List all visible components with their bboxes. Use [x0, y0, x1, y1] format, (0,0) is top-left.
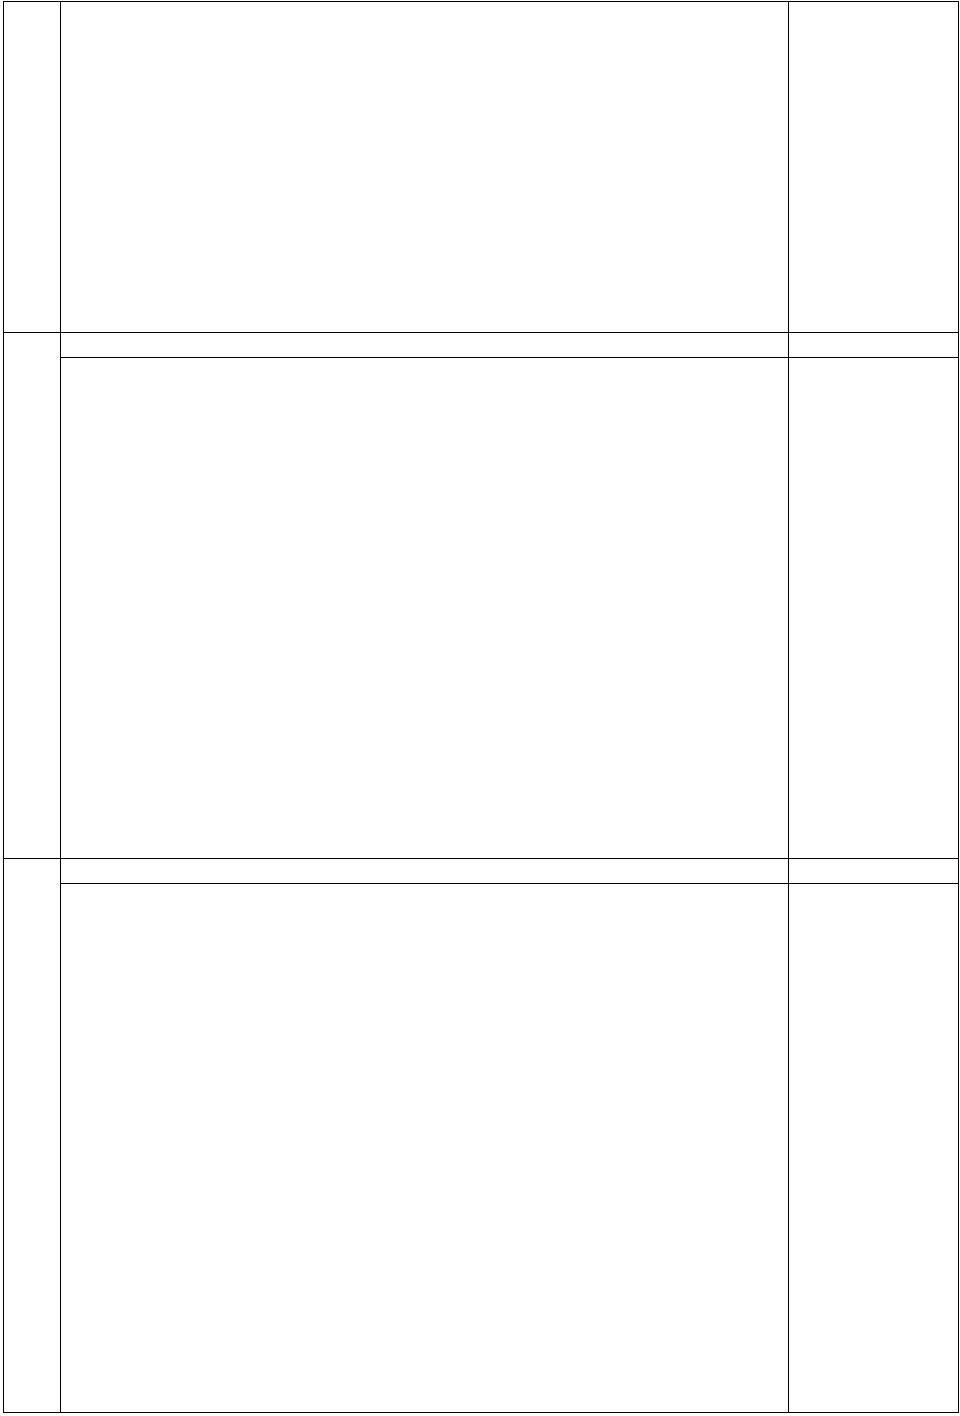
item2-continued-content [61, 2, 789, 333]
table-row [4, 2, 959, 333]
item3-qty [789, 333, 959, 358]
item3-specs-row [4, 358, 959, 859]
item4-header-row [4, 859, 959, 884]
item3-specs [61, 358, 789, 859]
item3-title [61, 333, 789, 358]
item4-specs [61, 884, 789, 1413]
number-cell [4, 2, 61, 333]
item4-specs-row [4, 884, 959, 1413]
item4-qty-empty [789, 884, 959, 1413]
spec-table [3, 1, 959, 1413]
item3-header-row [4, 333, 959, 358]
item4-qty [789, 859, 959, 884]
item4-title [61, 859, 789, 884]
item4-number [4, 859, 61, 1413]
item3-qty-empty [789, 358, 959, 859]
item3-number [4, 333, 61, 859]
qty-cell [789, 2, 959, 333]
